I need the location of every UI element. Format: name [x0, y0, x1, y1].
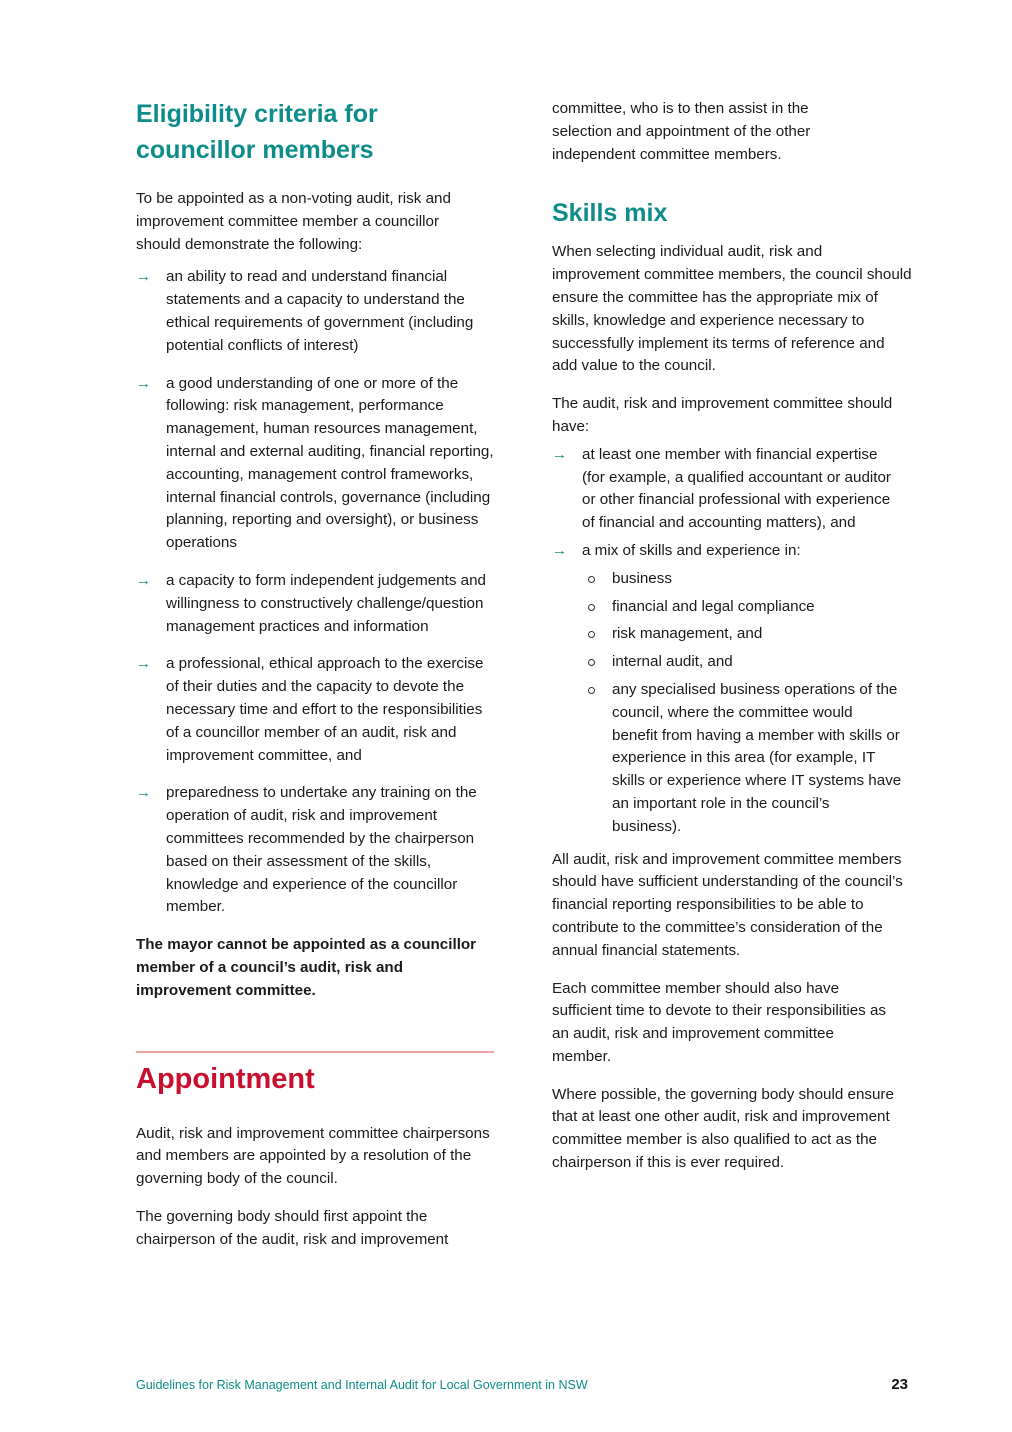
list-item-text: a good understanding of one or more of the following: risk management, performance management, human resources management, internal and external auditing, financial reporting, accounting, management control frameworks, internal financial controls, governance (including planning, reporting and oversight), or business operations — [166, 374, 494, 552]
list-item-text: a professional, ethical approach to the exercise of their duties and the capacity to devote the necessary time and effort to the responsibilities of a councillor member of an audit, risk and improvement committee, and — [166, 655, 484, 764]
footer-title: Guidelines for Risk Management and Internal Audit for Local Government in NSW — [136, 1378, 588, 1392]
arrow-icon: → — [136, 571, 151, 589]
appointment-heading: Appointment — [136, 1062, 315, 1095]
eligibility-heading: Eligibility criteria for councillor members — [136, 100, 378, 164]
sub-list-item-text: internal audit, and — [612, 653, 733, 671]
mayor-note: The mayor cannot be appointed as a councillor member of a council’s audit, risk and improvement committee. — [136, 936, 477, 999]
list-item — [136, 782, 496, 919]
arrow-icon: → — [552, 541, 567, 559]
skills-paragraph-1: When selecting individual audit, risk and improvement committee members, the council should ensure the committee has the appropriate mix of skills, knowledge and experience necessary to successfully implement its terms of reference and add value to the council. — [552, 243, 912, 375]
skills-sublist — [582, 568, 912, 839]
sub-list-item-text: any specialised business operations of the council, where the committee would benefit from having a member with skills or experience in this area (for example, IT skills or experience where IT systems have an important role in the council’s business). — [612, 680, 902, 835]
skills-paragraph-2: The audit, risk and improvement committee should have: — [552, 395, 893, 435]
eligibility-list — [136, 266, 496, 919]
page-footer — [136, 1376, 908, 1396]
list-item — [136, 653, 496, 767]
sub-list-item — [582, 623, 912, 646]
left-column — [136, 96, 496, 1251]
sub-list-item-text: business — [612, 569, 672, 587]
list-item — [136, 373, 496, 555]
arrow-icon: → — [136, 268, 151, 286]
sub-list-item — [582, 651, 912, 674]
list-item — [552, 444, 912, 535]
skills-paragraph-5: Where possible, the governing body should ensure that at least one other audit, risk and improvement committee member is also qualified to act as the chairperson if this is ever required. — [552, 1085, 894, 1172]
circle-bullet-icon — [588, 604, 595, 611]
arrow-icon: → — [136, 655, 151, 673]
arrow-icon: → — [136, 374, 151, 392]
sub-list-item-text: financial and legal compliance — [612, 597, 815, 615]
list-item — [136, 266, 496, 357]
list-item-text: at least one member with financial expertise (for example, a qualified accountant or auditor or other financial professional with experience of financial and accounting matters), and — [582, 445, 891, 532]
list-item-text: a mix of skills and experience in: — [582, 541, 801, 559]
right-column — [552, 98, 912, 1175]
list-item-text: preparedness to undertake any training on the operation of audit, risk and improvement committees recommended by the chairperson based on their assessment of the skills, knowledge and experience of the councillor member. — [166, 784, 477, 916]
skills-paragraph-4: Each committee member should also have sufficient time to devote to their responsibilities as an audit, risk and improvement committee member. — [552, 979, 887, 1065]
circle-bullet-icon — [588, 687, 595, 694]
sub-list-item — [582, 596, 912, 619]
skills-paragraph-3: All audit, risk and improvement committee members should have sufficient understanding of the council’s financial reporting responsibilities to be able to contribute to the committee’s consideration of the annual financial statements. — [552, 850, 903, 959]
list-item-text: an ability to read and understand financial statements and a capacity to understand the ethical requirements of government (including potential conflicts of interest) — [166, 268, 474, 354]
appointment-paragraph-1: Audit, risk and improvement committee chairpersons and members are appointed by a resolution of the governing body of the council. — [136, 1124, 490, 1188]
continuation-paragraph: committee, who is to then assist in the selection and appointment of the other independent committee members. — [552, 100, 811, 163]
list-item — [136, 570, 496, 638]
page-number: 23 — [891, 1376, 908, 1393]
sub-list-item-text: risk management, and — [612, 625, 763, 643]
arrow-icon: → — [552, 445, 567, 463]
sub-list-item — [582, 679, 912, 839]
eligibility-intro: To be appointed as a non-voting audit, risk and improvement committee member a councillor should demonstrate the following: — [136, 190, 451, 253]
appointment-paragraph-2: The governing body should first appoint the chairperson of the audit, risk and improvement — [136, 1207, 449, 1248]
circle-bullet-icon — [588, 659, 595, 666]
skills-list — [552, 444, 912, 839]
sub-list-item — [582, 568, 912, 591]
skills-heading: Skills mix — [552, 199, 668, 228]
list-item — [552, 540, 912, 839]
list-item-text: a capacity to form independent judgements and willingness to constructively challenge/question management practices and information — [166, 571, 486, 635]
circle-bullet-icon — [588, 631, 595, 638]
section-divider — [136, 1051, 494, 1053]
arrow-icon: → — [136, 784, 151, 802]
circle-bullet-icon — [588, 576, 595, 583]
